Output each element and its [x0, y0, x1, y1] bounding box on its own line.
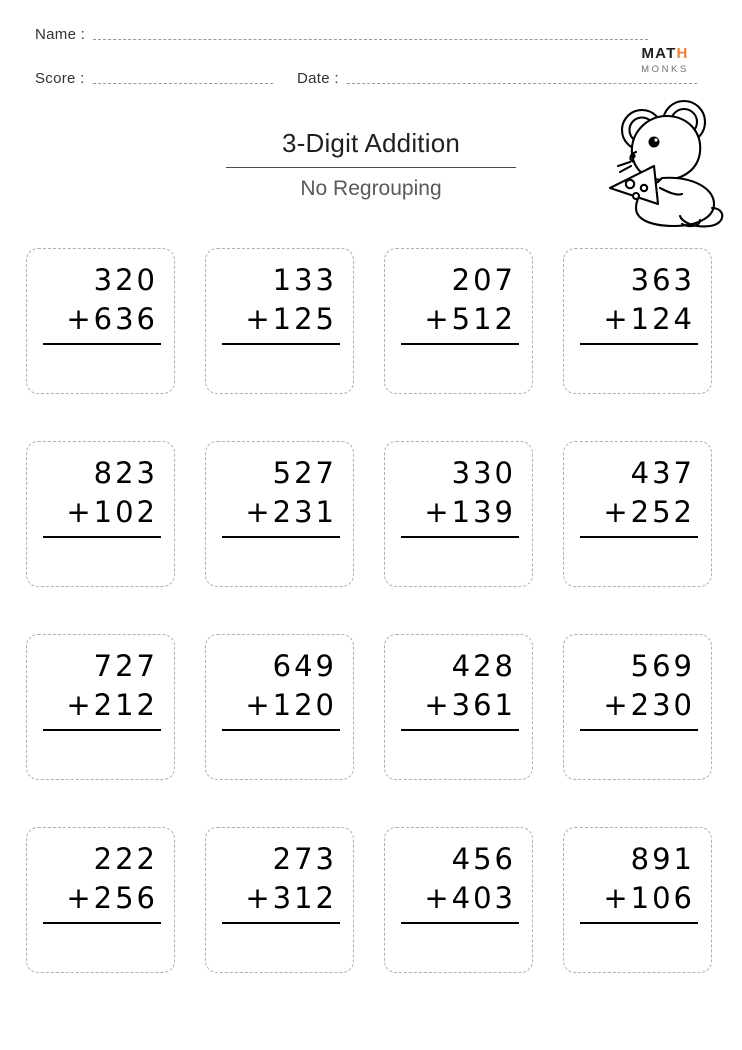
addend-bottom: +403	[424, 880, 516, 915]
problem-card[interactable]	[384, 441, 533, 587]
answer-area[interactable]	[43, 538, 158, 582]
addend-top: 527	[272, 456, 337, 490]
problem-expression	[580, 454, 695, 531]
problem-card[interactable]	[563, 827, 712, 973]
addend-top: 363	[630, 263, 695, 297]
addend-top: 437	[630, 456, 695, 490]
answer-area[interactable]	[580, 924, 695, 968]
answer-area[interactable]	[401, 538, 516, 582]
name-input[interactable]	[93, 38, 648, 40]
problem-expression	[401, 647, 516, 724]
answer-area[interactable]	[222, 731, 337, 775]
problem-card[interactable]	[26, 248, 175, 394]
problem-card[interactable]	[26, 827, 175, 973]
date-input[interactable]	[347, 82, 697, 84]
problem-card[interactable]	[384, 827, 533, 973]
problem-card[interactable]	[205, 441, 354, 587]
addend-top: 320	[93, 263, 158, 297]
brand-secondary-text: MONKS	[641, 64, 689, 75]
addend-bottom: +125	[245, 301, 337, 336]
answer-area[interactable]	[43, 924, 158, 968]
problem-expression	[222, 454, 337, 531]
addend-bottom: +256	[66, 880, 158, 915]
problem-expression	[580, 261, 695, 338]
math-monks-logo	[610, 46, 720, 75]
addend-bottom: +102	[66, 494, 158, 529]
problem-expression	[401, 261, 516, 338]
addend-bottom: +252	[603, 494, 695, 529]
answer-area[interactable]	[43, 731, 158, 775]
problem-expression	[43, 647, 158, 724]
addend-bottom: +120	[245, 687, 337, 722]
problem-card[interactable]	[205, 634, 354, 780]
answer-area[interactable]	[222, 345, 337, 389]
problem-card[interactable]	[26, 634, 175, 780]
problem-card[interactable]	[205, 248, 354, 394]
addend-top: 133	[272, 263, 337, 297]
addend-top: 891	[630, 842, 695, 876]
addend-bottom: +512	[424, 301, 516, 336]
addend-bottom: +361	[424, 687, 516, 722]
problem-card[interactable]	[563, 248, 712, 394]
problem-expression	[43, 454, 158, 531]
title-divider	[226, 167, 516, 168]
answer-area[interactable]	[222, 924, 337, 968]
addend-bottom: +231	[245, 494, 337, 529]
score-input[interactable]	[93, 82, 273, 84]
problem-card[interactable]	[205, 827, 354, 973]
problem-expression	[222, 840, 337, 917]
problem-expression	[222, 647, 337, 724]
name-label: Name :	[35, 26, 86, 43]
answer-area[interactable]	[580, 538, 695, 582]
addend-bottom: +106	[603, 880, 695, 915]
brand-primary-text	[610, 46, 720, 61]
answer-area[interactable]	[401, 924, 516, 968]
problem-expression	[43, 261, 158, 338]
addend-bottom: +312	[245, 880, 337, 915]
answer-area[interactable]	[43, 345, 158, 389]
brand-text-part1: MAT	[641, 45, 677, 62]
problem-card[interactable]	[384, 634, 533, 780]
problem-card[interactable]	[26, 441, 175, 587]
problem-card[interactable]	[563, 634, 712, 780]
problem-expression	[222, 261, 337, 338]
addend-top: 727	[93, 649, 158, 683]
answer-area[interactable]	[580, 731, 695, 775]
brand-text-accent: H	[676, 45, 689, 62]
addend-top: 207	[451, 263, 516, 297]
addend-top: 569	[630, 649, 695, 683]
answer-area[interactable]	[222, 538, 337, 582]
date-label: Date :	[297, 70, 339, 87]
problem-grid	[26, 248, 726, 1020]
problem-card[interactable]	[563, 441, 712, 587]
problem-expression	[580, 840, 695, 917]
addend-top: 649	[272, 649, 337, 683]
addend-top: 273	[272, 842, 337, 876]
problem-expression	[580, 647, 695, 724]
score-label: Score :	[35, 70, 85, 87]
addend-top: 823	[93, 456, 158, 490]
answer-area[interactable]	[401, 731, 516, 775]
addend-top: 428	[451, 649, 516, 683]
problem-expression	[43, 840, 158, 917]
addend-bottom: +124	[603, 301, 695, 336]
name-field-row	[35, 26, 648, 43]
page-subtitle: No Regrouping	[300, 177, 442, 200]
addend-top: 456	[451, 842, 516, 876]
problem-expression	[401, 454, 516, 531]
addend-bottom: +636	[66, 301, 158, 336]
answer-area[interactable]	[401, 345, 516, 389]
addend-top: 330	[451, 456, 516, 490]
mouse-with-cheese-icon	[596, 92, 728, 232]
problem-expression	[401, 840, 516, 917]
addend-bottom: +212	[66, 687, 158, 722]
problem-card[interactable]	[384, 248, 533, 394]
answer-area[interactable]	[580, 345, 695, 389]
addend-bottom: +230	[603, 687, 695, 722]
addend-bottom: +139	[424, 494, 516, 529]
score-field-row	[35, 70, 273, 87]
addend-top: 222	[93, 842, 158, 876]
page-title: 3-Digit Addition	[281, 128, 461, 158]
